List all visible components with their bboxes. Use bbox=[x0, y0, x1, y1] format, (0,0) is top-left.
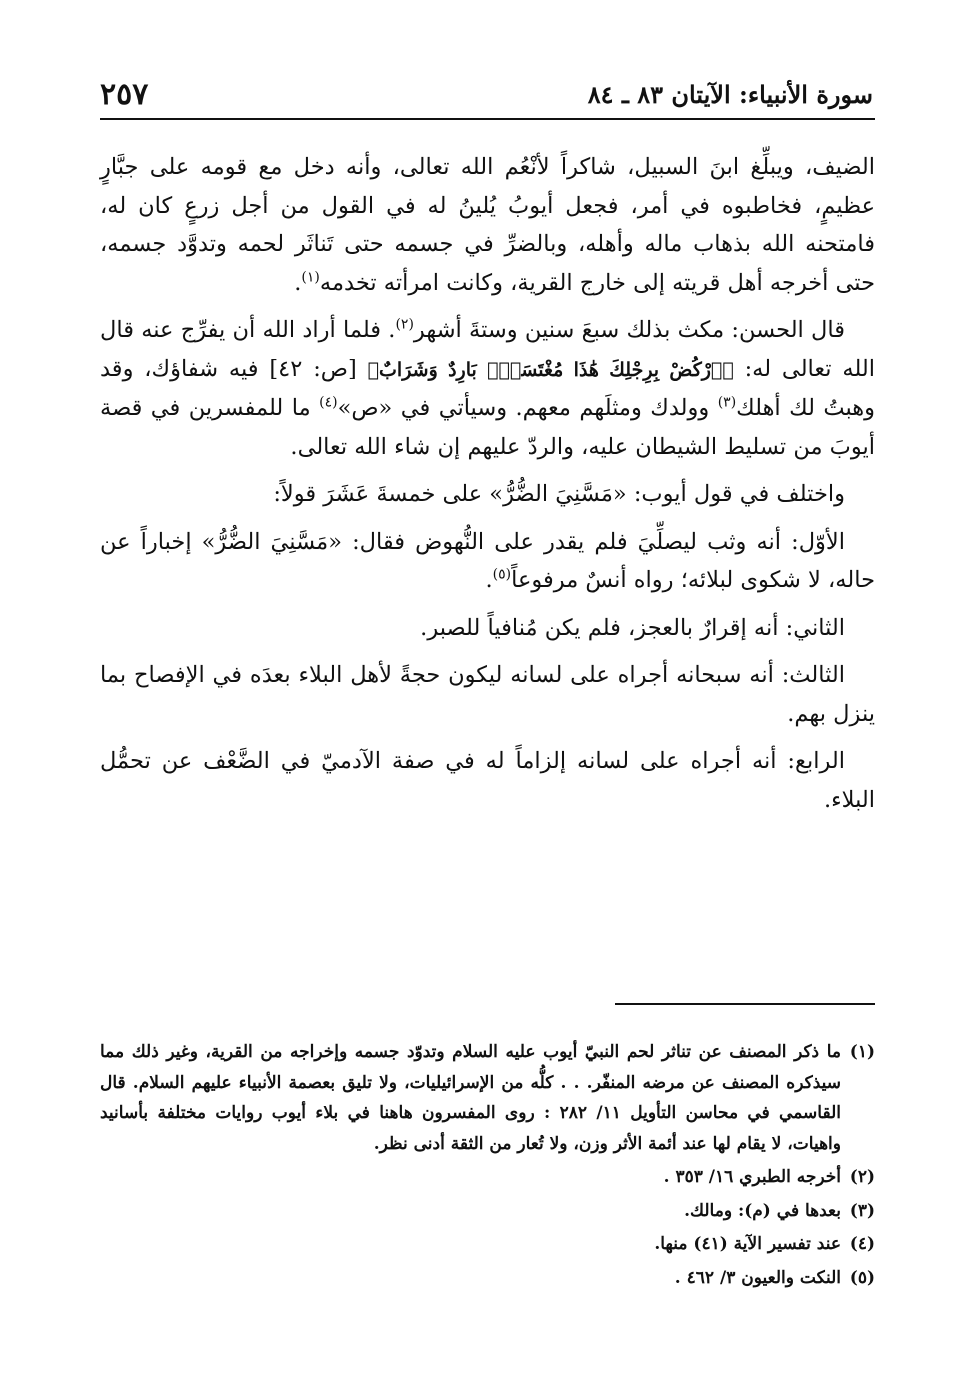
paragraph-2 bbox=[100, 311, 875, 466]
footnote-text: بعدها في (م): ومالك. bbox=[684, 1200, 841, 1221]
footnote-4 bbox=[100, 1229, 875, 1260]
paragraph-3: واختلف في قول أيوب: «مَسَّنِيَ الضُّرُّ» على خمسةَ عَشَرَ قولاً: bbox=[273, 481, 845, 507]
paragraph-2-text-a: قال الحسن: مكث بذلك سبعَ سنين وستةَ أشهر bbox=[413, 317, 845, 343]
footnote-3 bbox=[100, 1196, 875, 1227]
paragraph-2-text-e: ما للمفسرين في قصة أيوبَ من تسليط الشيطان عليه، والردّ عليهم إن شاء الله تعالى. bbox=[100, 395, 875, 460]
footnotes bbox=[100, 1037, 875, 1296]
footnote-number: (٢) bbox=[849, 1167, 875, 1187]
footnote-ref-2: (٢) bbox=[395, 316, 414, 333]
footnote-ref-1: (١) bbox=[301, 269, 320, 285]
paragraph-4 bbox=[100, 523, 875, 600]
footnote-number: (١) bbox=[849, 1042, 875, 1062]
quran-verse: ﴿ٱرْكُضْ بِرِجْلِكَ هَٰذَا مُغْتَسَلٌۢ بَارِدٌ وَشَرَابٌ﴾ bbox=[367, 358, 734, 381]
paragraph-4-end: . bbox=[485, 567, 493, 593]
header-rule bbox=[100, 118, 875, 120]
footnote-5 bbox=[100, 1263, 875, 1294]
paragraph-2-text-b: . فلما أراد الله أن يفرِّج عنه قال الله تعالى له: bbox=[100, 317, 875, 382]
footnote-ref-4: (٤) bbox=[319, 394, 338, 411]
footnote-2 bbox=[100, 1162, 875, 1193]
paragraph-4-text: الأوّل: أنه وثب ليصلِّيَ فلم يقدر على النُّهوض فقال: «مَسَّنِيَ الضُّرُّ» إخباراً عن حاله، لا شكوى لبلائه؛ رواه أنسٌ مرفوعاً bbox=[100, 528, 875, 593]
paragraph-7: الرابع: أنه أجراه على لسانه إلزاماً له في صفة الآدميّ في الضَّعْف عن تحمُّل البلاء. bbox=[100, 748, 875, 813]
footnote-number: (٥) bbox=[849, 1267, 875, 1288]
paragraph-2-text-d: وولدك ومثلَهم معهم. وسيأتي في «ص» bbox=[337, 395, 718, 421]
footnote-1 bbox=[100, 1037, 875, 1159]
footnote-ref-3: (٣) bbox=[717, 394, 737, 411]
paragraph-2-text-c: [ص: ٤٢] فيه شفاؤك، وقد وهبتُ لك أهلك bbox=[100, 355, 875, 421]
running-title: سورة الأنبياء: الآيتان ٨٣ ـ ٨٤ bbox=[587, 79, 873, 109]
footnote-text: ما ذكر المصنف عن تناثر لحم النبيّ أيوب عليه السلام وتدوّد جسمه وإخراجه من القرية، وغير ذلك مما سيذكره المصنف عن مرضه المنفّر. . . كلُّه من الإسرائيليات، ولا تليق بعصمة الأنبياء عليهم السلام. قال القاسمي في محاسن التأويل ١١/ ٢٨٢ : روى المفسرون هاهنا في بلاء أيوب روايات مختلفة بأسانيد واهيات، لا يقام لها عند أئمة الأثر وزن، ولا تُعار من الثقة أدنى نظر. bbox=[100, 1042, 841, 1154]
footnote-number: (٤) bbox=[849, 1234, 875, 1254]
footnote-text: عند تفسير الآية (٤١) منها. bbox=[654, 1234, 841, 1254]
page-header bbox=[100, 72, 873, 116]
footnote-separator bbox=[615, 1003, 875, 1005]
footnote-ref-5: (٥) bbox=[492, 566, 512, 583]
paragraph-1 bbox=[100, 148, 875, 302]
footnote-text: النكت والعيون ٣/ ٤٦٢ . bbox=[674, 1267, 841, 1288]
paragraph-1-text: الضيف، ويبلِّغ ابنَ السبيل، شاكراً لأنْعُم الله تعالى، وأنه دخل مع قومه على جبَّارٍ عظيمٍ، فخاطبوه في أمر، فجعل أيوبُ يُلينُ له في القول من أجل زرعٍ كان له، فامتحنه الله بذهاب ماله وأهله، وبالضرِّ في جسمه حتى تَناثَر لحمه وتدوَّد جسمه، حتى أخرجه أهل قريته إلى خارج القرية، وكانت امرأته تخدمه bbox=[100, 154, 875, 296]
paragraph-6: الثالث: أنه سبحانه أجراه على لسانه ليكون حجةً لأهل البلاء بعدَه في الإفصاح بما ينزل بهم. bbox=[100, 662, 875, 727]
main-text bbox=[100, 148, 875, 828]
footnote-text: أخرجه الطبري ١٦/ ٣٥٣ . bbox=[663, 1167, 841, 1187]
page-number: ٢٥٧ bbox=[100, 76, 149, 112]
paragraph-5: الثاني: أنه إقرارٌ بالعجز، فلم يكن مُنافياً للصبر. bbox=[420, 614, 845, 641]
paragraph-1-end: . bbox=[294, 269, 302, 296]
footnote-number: (٣) bbox=[849, 1200, 875, 1221]
